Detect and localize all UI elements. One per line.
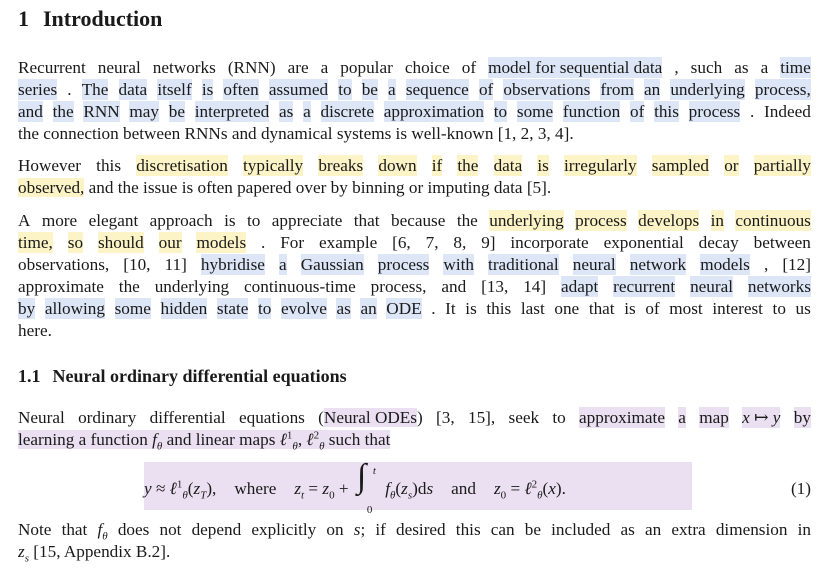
eq-word-where: where [234, 479, 277, 498]
p1-line-4: the connection between RNNs and dynamical systems is well-known [1, 2, 3, 4]. [18, 124, 574, 143]
p2-line-2: observed, and the issue is often papered over by binning or imputing data [5]. [18, 178, 552, 197]
p4-line-2: learning a function $f_\theta$ and linear maps ℓ$^1_\theta$, ℓ$^2_\theta$ such that [18, 429, 391, 450]
p4-line-1: Neural ordinary differential equations (Neural ODEs) [3, 15], seek to approximate a map x ↦ y by [18, 408, 811, 427]
eq-word-and: and [451, 479, 476, 498]
equation-number: (1) [790, 479, 811, 498]
p3-line-5: by allowing some hidden state to evolve as an ODE . It is this last one that is of most interest to us [18, 299, 811, 318]
p3-line-6: here. [18, 321, 52, 340]
subsection-heading [18, 366, 347, 387]
section-heading [18, 6, 162, 32]
p3-line-4: approximate the underlying continuous-time process, and [13, 14] adapt recurrent neural networks [18, 277, 811, 296]
integral-sign: ∫ t 0 [356, 458, 376, 517]
p5-line-1: Note that $f_\theta$ does not depend explicitly on s; if desired this can be included as an extra dimension in [18, 520, 811, 540]
p1-line-3: and the RNN may be interpreted as a discrete approximation to some function of this process . Indeed [18, 102, 811, 121]
section-number: 1 [18, 6, 29, 31]
p3-line-3: observations, [10, 11] hybridise a Gaussian process with traditional neural network models , [12] [18, 255, 811, 274]
subsection-number: 1.1 [18, 366, 41, 386]
p2-line-1: However this discretisation typically breaks down if the data is irregularly sampled or partially [18, 156, 811, 175]
equation-1: $y \approx \ell^1_\theta(z_T)$, where $z_t = z_0$ + ∫ t 0 $f_\theta(z_s)ds$ and $z_0$ = ℓ$^2_\theta$(x). [144, 462, 692, 510]
p5-line-2: $z_s$ [15, Appendix B.2]. [18, 542, 171, 562]
p3-line-2: time, so should our models . For example [6, 7, 8, 9] incorporate exponential decay between [18, 233, 811, 252]
p1-line-1: Recurrent neural networks (RNN) are a popular choice of model for sequential data , such as a time [18, 58, 811, 77]
subsection-title: Neural ordinary differential equations [52, 366, 347, 386]
p1-line-2: series . The data itself is often assumed to be a sequence of observations from an underlying process, [18, 80, 811, 99]
section-title: Introduction [43, 6, 163, 31]
p3-line-1: A more elegant approach is to appreciate that because the underlying process develops in continuous [18, 211, 811, 230]
